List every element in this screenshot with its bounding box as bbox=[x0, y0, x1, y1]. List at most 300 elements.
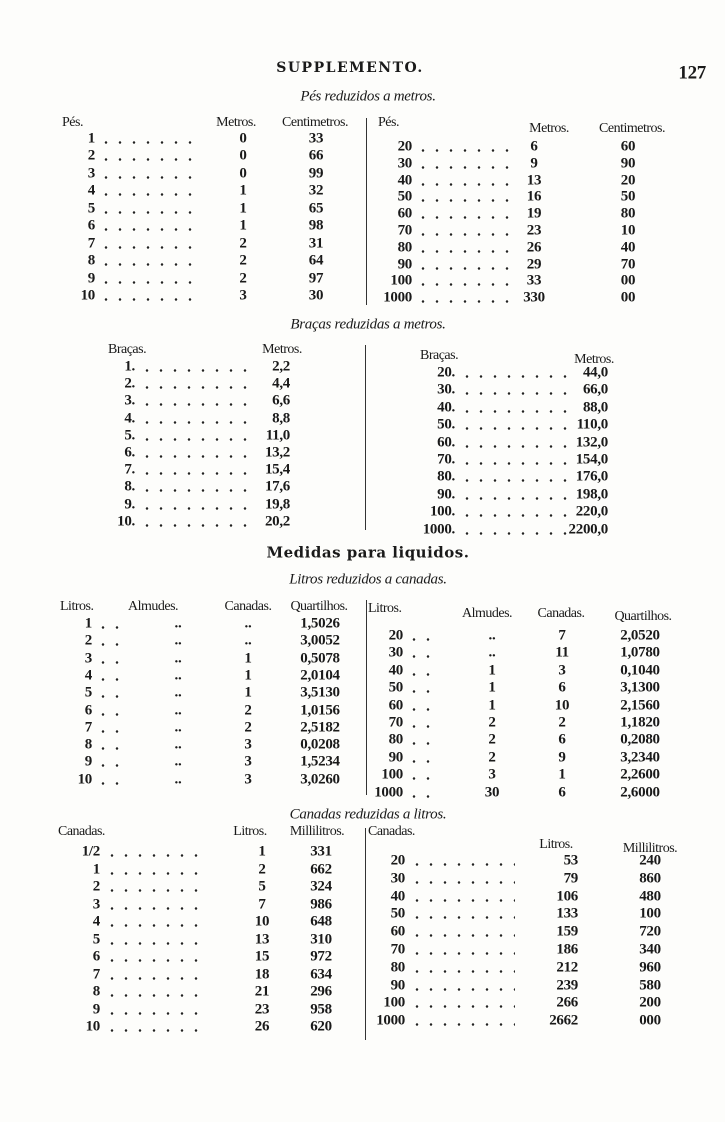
table-cell: 1,0780 bbox=[620, 644, 660, 661]
row-label: 8. bbox=[124, 478, 135, 495]
row-label: 8 bbox=[92, 983, 100, 1000]
dot-leader bbox=[99, 141, 200, 144]
dot-leader bbox=[99, 211, 200, 214]
table-cell: 97 bbox=[308, 270, 324, 287]
row-label: 6 bbox=[92, 948, 100, 965]
table-cell: 3,2340 bbox=[620, 749, 660, 766]
table-cell: 10 bbox=[620, 222, 636, 239]
column-divider bbox=[366, 118, 367, 305]
table-cell: 8,8 bbox=[272, 410, 290, 427]
dot-leader bbox=[416, 216, 515, 219]
table-cell: 220,0 bbox=[575, 503, 608, 520]
row-label: 50 bbox=[388, 679, 403, 696]
row-label: 10 bbox=[80, 287, 95, 304]
row-label: 1000 bbox=[383, 289, 412, 306]
page-number: 127 bbox=[678, 62, 706, 84]
dot-leader bbox=[460, 410, 568, 413]
row-label: 60 bbox=[390, 923, 405, 940]
column-header: Quartilhos. bbox=[290, 599, 348, 614]
dot-leader bbox=[99, 158, 200, 161]
row-label: 5 bbox=[92, 931, 100, 947]
dot-leader bbox=[99, 193, 200, 196]
column-header: Braças. bbox=[420, 348, 459, 363]
table-cell: 986 bbox=[310, 896, 332, 912]
table-cell: 198,0 bbox=[575, 486, 608, 503]
dot-leader bbox=[140, 386, 250, 389]
table-cell: 33 bbox=[526, 272, 542, 289]
dot-leader bbox=[140, 507, 250, 510]
dot-leader bbox=[416, 183, 515, 186]
table-cell: 200 bbox=[639, 994, 661, 1011]
table-cell: 1,5026 bbox=[300, 615, 340, 632]
table-cell: 176,0 bbox=[575, 468, 608, 485]
table-cell: 3 bbox=[239, 287, 247, 304]
table-cell: 88,0 bbox=[582, 399, 608, 416]
table-cell: 1 bbox=[244, 684, 252, 701]
dot-leader bbox=[407, 777, 436, 780]
dot-leader bbox=[105, 872, 200, 875]
column-header: Almudes. bbox=[127, 599, 179, 614]
table-cell: 2,1560 bbox=[620, 697, 660, 714]
table-cell: 00 bbox=[620, 272, 636, 289]
dot-leader bbox=[140, 421, 250, 424]
table-caption: Pés reduzidos a metros. bbox=[300, 88, 436, 105]
dot-leader bbox=[407, 638, 436, 641]
table-cell: 53 bbox=[563, 852, 578, 869]
section-heading-liquids: Medidas para liquidos. bbox=[266, 543, 470, 562]
table-cell: 3,0260 bbox=[300, 771, 340, 788]
dot-leader bbox=[407, 655, 436, 658]
dot-leader bbox=[96, 661, 124, 664]
table-cell: 2 bbox=[488, 749, 496, 766]
table-cell: 720 bbox=[639, 923, 661, 940]
dot-leader bbox=[410, 1005, 515, 1008]
row-label: 3 bbox=[84, 650, 92, 667]
table-cell: 0 bbox=[239, 165, 247, 182]
row-label: 30. bbox=[437, 381, 455, 398]
row-label: 80 bbox=[390, 959, 405, 976]
dot-leader bbox=[99, 263, 200, 266]
table-cell: .. bbox=[174, 753, 182, 770]
dot-leader bbox=[140, 455, 250, 458]
table-cell: 662 bbox=[310, 861, 332, 877]
dot-leader bbox=[140, 524, 250, 527]
column-header: Litros. bbox=[60, 599, 94, 614]
row-label: 4 bbox=[87, 182, 95, 199]
table-cell: 11 bbox=[555, 644, 569, 661]
table-cell: 331 bbox=[310, 843, 332, 860]
table-cell: 2 bbox=[488, 714, 496, 731]
row-label: 3 bbox=[87, 165, 95, 182]
row-label: 40 bbox=[390, 888, 405, 905]
column-header: Centimetros. bbox=[282, 115, 348, 130]
table-cell: .. bbox=[174, 684, 182, 701]
table-cell: 2,0520 bbox=[620, 627, 660, 644]
dot-leader bbox=[460, 479, 568, 482]
table-cell: 30 bbox=[308, 287, 324, 304]
dot-leader bbox=[410, 1023, 515, 1026]
row-label: 1/2 bbox=[81, 843, 100, 860]
table-cell: 1 bbox=[258, 843, 266, 860]
table-cell: 26 bbox=[526, 239, 542, 256]
row-label: 1000 bbox=[376, 1012, 405, 1029]
table-cell: 20,2 bbox=[264, 513, 290, 530]
row-label: 6. bbox=[124, 444, 135, 461]
dot-leader bbox=[140, 369, 250, 372]
table-cell: 6 bbox=[558, 731, 566, 748]
dot-leader bbox=[410, 863, 515, 866]
table-cell: .. bbox=[174, 736, 182, 753]
table-cell: 1 bbox=[239, 200, 247, 217]
row-label: 1000. bbox=[422, 521, 455, 538]
row-label: 2. bbox=[124, 375, 135, 392]
row-label: 5 bbox=[87, 200, 95, 217]
table-cell: 13 bbox=[254, 931, 270, 947]
column-header: Canadas. bbox=[224, 599, 272, 614]
table-cell: 6,6 bbox=[272, 392, 290, 409]
table-cell: 239 bbox=[556, 977, 578, 994]
table-cell: 40 bbox=[620, 239, 636, 256]
dot-leader bbox=[99, 228, 200, 231]
table-cell: 00 bbox=[620, 289, 636, 306]
table-cell: .. bbox=[488, 627, 496, 644]
dot-leader bbox=[416, 166, 515, 169]
column-header: Metros. bbox=[574, 352, 614, 367]
table-cell: 20 bbox=[620, 172, 636, 189]
dot-leader bbox=[460, 445, 568, 448]
column-header: Litros. bbox=[539, 837, 573, 852]
dot-leader bbox=[105, 942, 200, 945]
table-cell: .. bbox=[174, 632, 182, 649]
table-cell: 330 bbox=[523, 289, 545, 306]
table-cell: 44,0 bbox=[582, 364, 608, 381]
dot-leader bbox=[460, 462, 568, 465]
table-caption: Braças reduzidas a metros. bbox=[290, 316, 446, 333]
table-cell: 2 bbox=[558, 714, 566, 731]
dot-leader bbox=[416, 283, 515, 286]
row-label: 1 bbox=[84, 615, 92, 632]
table-cell: .. bbox=[174, 702, 182, 718]
dot-leader bbox=[460, 532, 568, 535]
row-label: 8 bbox=[84, 736, 92, 753]
table-cell: 80 bbox=[620, 205, 636, 222]
row-label: 10 bbox=[85, 1018, 100, 1035]
table-cell: 240 bbox=[639, 852, 661, 869]
row-label: 20 bbox=[390, 852, 405, 869]
table-cell: 634 bbox=[310, 966, 332, 982]
table-cell: 340 bbox=[639, 941, 661, 958]
row-label: 9. bbox=[124, 496, 135, 513]
table-cell: 1 bbox=[488, 679, 496, 696]
dot-leader bbox=[460, 497, 568, 500]
table-cell: 3,1300 bbox=[620, 679, 660, 696]
row-label: 20 bbox=[397, 138, 412, 155]
row-label: 60 bbox=[397, 205, 412, 222]
table-cell: 3 bbox=[244, 736, 252, 753]
dot-leader bbox=[96, 713, 124, 716]
dot-leader bbox=[96, 678, 124, 681]
table-cell: 6 bbox=[558, 679, 566, 696]
dot-leader bbox=[140, 438, 250, 441]
table-cell: .. bbox=[244, 632, 252, 649]
table-cell: 23 bbox=[526, 222, 542, 239]
row-label: 50 bbox=[390, 905, 405, 922]
dot-leader bbox=[416, 233, 515, 236]
table-cell: 90 bbox=[620, 155, 636, 172]
dot-leader bbox=[99, 246, 200, 249]
table-cell: 0 bbox=[239, 147, 247, 164]
dot-leader bbox=[460, 427, 568, 430]
table-cell: 106 bbox=[556, 888, 578, 905]
table-cell: 4,4 bbox=[272, 375, 290, 392]
table-cell: 19 bbox=[526, 205, 542, 222]
table-cell: 1,1820 bbox=[620, 714, 660, 731]
table-cell: 100 bbox=[639, 905, 661, 922]
row-label: 9 bbox=[92, 1001, 100, 1017]
dot-leader bbox=[410, 934, 515, 937]
row-label: 4 bbox=[92, 913, 100, 930]
table-cell: 19,8 bbox=[264, 496, 290, 513]
row-label: 90 bbox=[388, 749, 403, 766]
dot-leader bbox=[105, 854, 200, 857]
dot-leader bbox=[105, 924, 200, 927]
table-cell: 98 bbox=[308, 217, 324, 234]
row-label: 40 bbox=[388, 662, 403, 679]
row-label: 10 bbox=[77, 771, 92, 788]
table-cell: 16 bbox=[526, 188, 542, 205]
row-label: 7 bbox=[87, 235, 95, 252]
table-cell: 2 bbox=[244, 702, 252, 718]
dot-leader bbox=[96, 643, 124, 646]
dot-leader bbox=[416, 300, 515, 303]
dot-leader bbox=[96, 695, 124, 698]
table-cell: 64 bbox=[308, 252, 324, 269]
dot-leader bbox=[407, 673, 436, 676]
table-cell: 000 bbox=[639, 1012, 661, 1029]
row-label: 100. bbox=[429, 503, 455, 520]
table-cell: 186 bbox=[556, 941, 578, 958]
dot-leader bbox=[407, 725, 436, 728]
dot-leader bbox=[410, 916, 515, 919]
column-header: Litros. bbox=[368, 601, 402, 616]
dot-leader bbox=[407, 795, 436, 798]
table-cell: 2 bbox=[488, 731, 496, 748]
row-label: 2 bbox=[87, 147, 95, 164]
row-label: 60 bbox=[388, 697, 403, 714]
column-header: Canadas. bbox=[58, 824, 105, 839]
table-cell: 10 bbox=[254, 913, 270, 930]
column-header: Quartilhos. bbox=[614, 609, 672, 624]
dot-leader bbox=[416, 199, 515, 202]
row-label: 10. bbox=[117, 513, 135, 530]
table-cell: 2 bbox=[244, 719, 252, 736]
row-label: 50. bbox=[437, 416, 455, 433]
table-cell: 10 bbox=[554, 697, 570, 714]
table-cell: 15 bbox=[254, 948, 270, 965]
table-cell: 99 bbox=[308, 165, 324, 182]
table-cell: 3 bbox=[244, 771, 252, 788]
table-cell: 2,6000 bbox=[620, 784, 660, 801]
row-label: 20 bbox=[388, 627, 403, 644]
table-cell: 133 bbox=[556, 905, 578, 922]
dot-leader bbox=[410, 899, 515, 902]
table-cell: 32 bbox=[308, 182, 324, 199]
table-cell: 2 bbox=[239, 235, 247, 252]
table-cell: 23 bbox=[254, 1001, 270, 1017]
dot-leader bbox=[96, 764, 124, 767]
row-label: 80 bbox=[397, 239, 412, 256]
dot-leader bbox=[99, 176, 200, 179]
table-cell: 9 bbox=[558, 749, 566, 766]
column-header: Centimetros. bbox=[599, 121, 665, 136]
dot-leader bbox=[407, 708, 436, 711]
column-header: Almudes. bbox=[461, 606, 513, 621]
table-cell: 2,2600 bbox=[620, 766, 660, 783]
table-cell: 66,0 bbox=[582, 381, 608, 398]
table-cell: 2 bbox=[258, 861, 266, 877]
table-cell: 2,5182 bbox=[300, 719, 340, 736]
table-cell: 110,0 bbox=[576, 416, 608, 433]
column-header: Metros. bbox=[216, 115, 256, 130]
table-cell: 960 bbox=[639, 959, 661, 976]
dot-leader bbox=[416, 250, 515, 253]
table-cell: 26 bbox=[254, 1018, 270, 1035]
row-label: 2 bbox=[84, 632, 92, 649]
dot-leader bbox=[96, 730, 124, 733]
table-cell: 1 bbox=[244, 667, 252, 684]
table-cell: 2 bbox=[239, 270, 247, 287]
table-cell: 7 bbox=[558, 627, 566, 644]
table-cell: 60 bbox=[620, 138, 636, 155]
table-cell: 0,5078 bbox=[300, 650, 340, 667]
column-header: Pés. bbox=[378, 115, 399, 130]
dot-leader bbox=[105, 1029, 200, 1032]
table-cell: 310 bbox=[310, 931, 332, 947]
row-label: 4. bbox=[124, 410, 135, 427]
table-cell: 958 bbox=[310, 1001, 332, 1017]
row-label: 80 bbox=[388, 731, 403, 748]
table-cell: .. bbox=[244, 615, 252, 632]
table-cell: 1 bbox=[239, 217, 247, 234]
table-cell: 580 bbox=[639, 977, 661, 994]
dot-leader bbox=[407, 760, 436, 763]
dot-leader bbox=[105, 907, 200, 910]
row-label: 50 bbox=[397, 188, 412, 205]
table-cell: 1 bbox=[558, 766, 566, 783]
table-cell: 50 bbox=[620, 188, 636, 205]
dot-leader bbox=[105, 889, 200, 892]
table-cell: .. bbox=[488, 644, 496, 661]
dot-leader bbox=[407, 742, 436, 745]
row-label: 3 bbox=[92, 896, 100, 912]
dot-leader bbox=[99, 281, 200, 284]
table-cell: 31 bbox=[308, 235, 324, 252]
row-label: 20. bbox=[437, 364, 455, 381]
row-label: 70. bbox=[437, 451, 455, 468]
table-cell: 65 bbox=[308, 200, 324, 217]
dot-leader bbox=[410, 988, 515, 991]
row-label: 100 bbox=[390, 272, 412, 289]
column-header: Millilitros. bbox=[289, 824, 345, 839]
column-header: Millilitros. bbox=[622, 841, 678, 856]
table-cell: 0,1040 bbox=[620, 662, 660, 679]
dot-leader bbox=[410, 970, 515, 973]
table-cell: 480 bbox=[639, 888, 661, 905]
table-cell: 2,2 bbox=[272, 358, 290, 375]
table-cell: 2 bbox=[239, 252, 247, 269]
row-label: 40 bbox=[397, 172, 412, 189]
column-header: Metros. bbox=[262, 342, 302, 357]
column-divider bbox=[366, 600, 367, 795]
dot-leader bbox=[105, 1012, 200, 1015]
row-label: 6 bbox=[87, 217, 95, 234]
table-cell: 324 bbox=[310, 878, 332, 895]
table-cell: 620 bbox=[310, 1018, 332, 1035]
table-cell: .. bbox=[174, 771, 182, 788]
table-cell: 7 bbox=[258, 896, 266, 912]
table-cell: 3 bbox=[244, 753, 252, 770]
dot-leader bbox=[99, 298, 200, 301]
table-cell: .. bbox=[174, 719, 182, 736]
table-cell: 296 bbox=[310, 983, 332, 1000]
column-divider bbox=[365, 345, 366, 530]
row-label: 90 bbox=[397, 256, 412, 273]
dot-leader bbox=[407, 690, 436, 693]
table-cell: 3 bbox=[558, 662, 566, 679]
table-caption: Litros reduzidos a canadas. bbox=[289, 571, 447, 588]
table-cell: 2200,0 bbox=[568, 521, 608, 538]
table-cell: 2662 bbox=[549, 1012, 578, 1029]
table-cell: 154,0 bbox=[575, 451, 608, 468]
column-header: Litros. bbox=[233, 824, 267, 839]
row-label: 8 bbox=[87, 252, 95, 269]
table-cell: .. bbox=[174, 667, 182, 684]
row-label: 7 bbox=[92, 966, 100, 982]
dot-leader bbox=[105, 977, 200, 980]
table-cell: 9 bbox=[530, 155, 538, 172]
column-header: Pés. bbox=[62, 115, 83, 130]
row-label: 4 bbox=[84, 667, 92, 684]
table-cell: 21 bbox=[254, 983, 270, 1000]
table-cell: 159 bbox=[556, 923, 578, 940]
row-label: 30 bbox=[388, 644, 403, 661]
row-label: 100 bbox=[381, 766, 403, 783]
table-cell: 11,0 bbox=[265, 427, 290, 444]
row-label: 70 bbox=[397, 222, 412, 239]
row-label: 5. bbox=[124, 427, 135, 444]
row-label: 100 bbox=[383, 994, 405, 1011]
table-cell: 66 bbox=[308, 147, 324, 164]
dot-leader bbox=[416, 149, 515, 152]
table-cell: 860 bbox=[639, 870, 661, 887]
table-cell: 0,0208 bbox=[300, 736, 340, 753]
table-caption: Canadas reduzidas a litros. bbox=[289, 806, 447, 823]
table-cell: 2,0104 bbox=[300, 667, 340, 684]
table-cell: 13,2 bbox=[264, 444, 290, 461]
row-label: 9 bbox=[84, 753, 92, 770]
row-label: 90 bbox=[390, 977, 405, 994]
dot-leader bbox=[105, 994, 200, 997]
table-cell: 6 bbox=[530, 138, 538, 155]
row-label: 1 bbox=[87, 130, 95, 147]
dot-leader bbox=[96, 747, 124, 750]
dot-leader bbox=[460, 375, 568, 378]
dot-leader bbox=[460, 392, 568, 395]
dot-leader bbox=[140, 489, 250, 492]
table-cell: 13 bbox=[526, 172, 542, 189]
dot-leader bbox=[460, 514, 568, 517]
row-label: 5 bbox=[84, 684, 92, 701]
